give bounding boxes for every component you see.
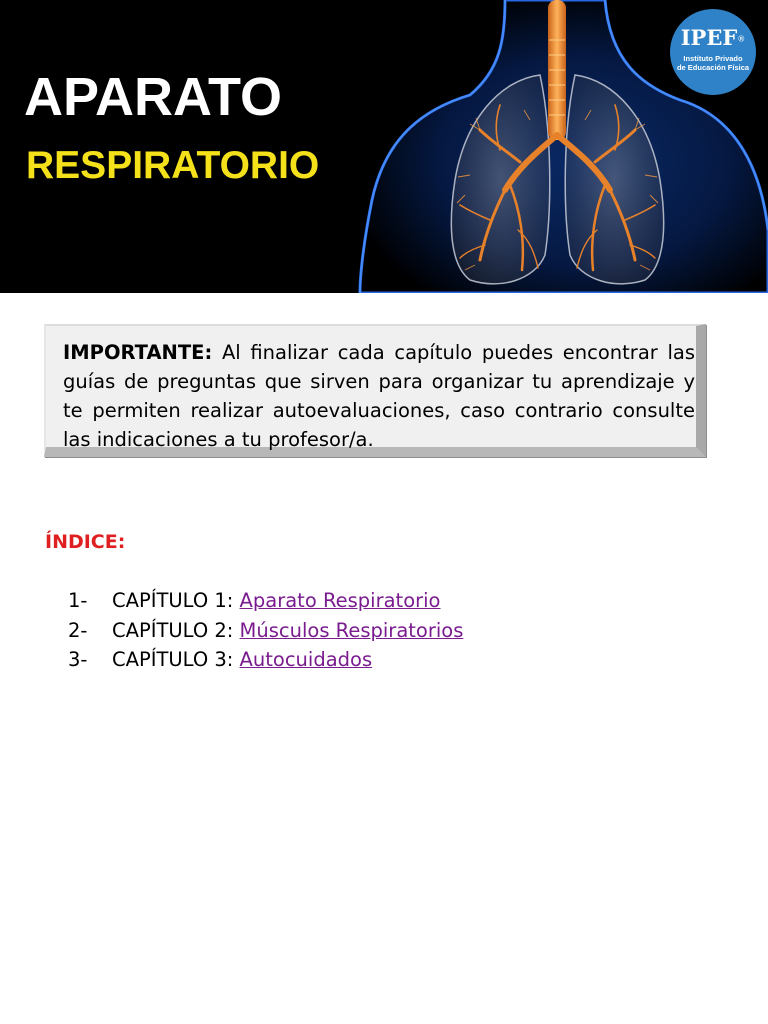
index-item-chapter: CAPÍTULO 3: <box>112 648 240 671</box>
index-item-number: 1- <box>68 589 88 612</box>
logo-subtitle <box>672 54 754 72</box>
index-item <box>68 616 463 646</box>
index-item-number: 2- <box>68 618 88 642</box>
logo-subtitle-line2: de Educación Física <box>676 63 750 72</box>
chapter-2-link[interactable]: Músculos Respiratorios <box>239 618 464 642</box>
logo-acronym-text: IPEF <box>680 25 738 50</box>
banner-title: APARATO <box>24 67 283 127</box>
index-item-chapter: CAPÍTULO 1: <box>112 589 240 612</box>
important-body: Al finalizar cada capítulo puedes encontrar las guías de preguntas que sirven para organizar tu aprendizaje y te permiten realizar autoevaluaciones, caso contrario consulte las indicaciones a tu profesor/a. <box>63 341 695 451</box>
index-item <box>68 645 463 675</box>
banner-subtitle: RESPIRATORIO <box>26 144 320 187</box>
ipef-logo <box>670 9 756 95</box>
chapter-1-link[interactable]: Aparato Respiratorio <box>239 589 441 612</box>
important-note-text <box>63 338 695 454</box>
registered-mark: ® <box>737 34 746 44</box>
index-item <box>68 586 463 616</box>
logo-acronym <box>670 27 756 48</box>
logo-subtitle-line1: Instituto Privado <box>683 54 743 63</box>
index-list <box>68 586 463 675</box>
index-heading: ÍNDICE: <box>45 531 126 553</box>
index-item-number: 3- <box>68 648 88 671</box>
important-note-box <box>44 324 706 457</box>
index-item-chapter: CAPÍTULO 2: <box>112 618 240 642</box>
chapter-3-link[interactable]: Autocuidados <box>239 648 373 671</box>
header-banner <box>0 0 768 293</box>
important-label: IMPORTANTE: <box>63 341 213 364</box>
